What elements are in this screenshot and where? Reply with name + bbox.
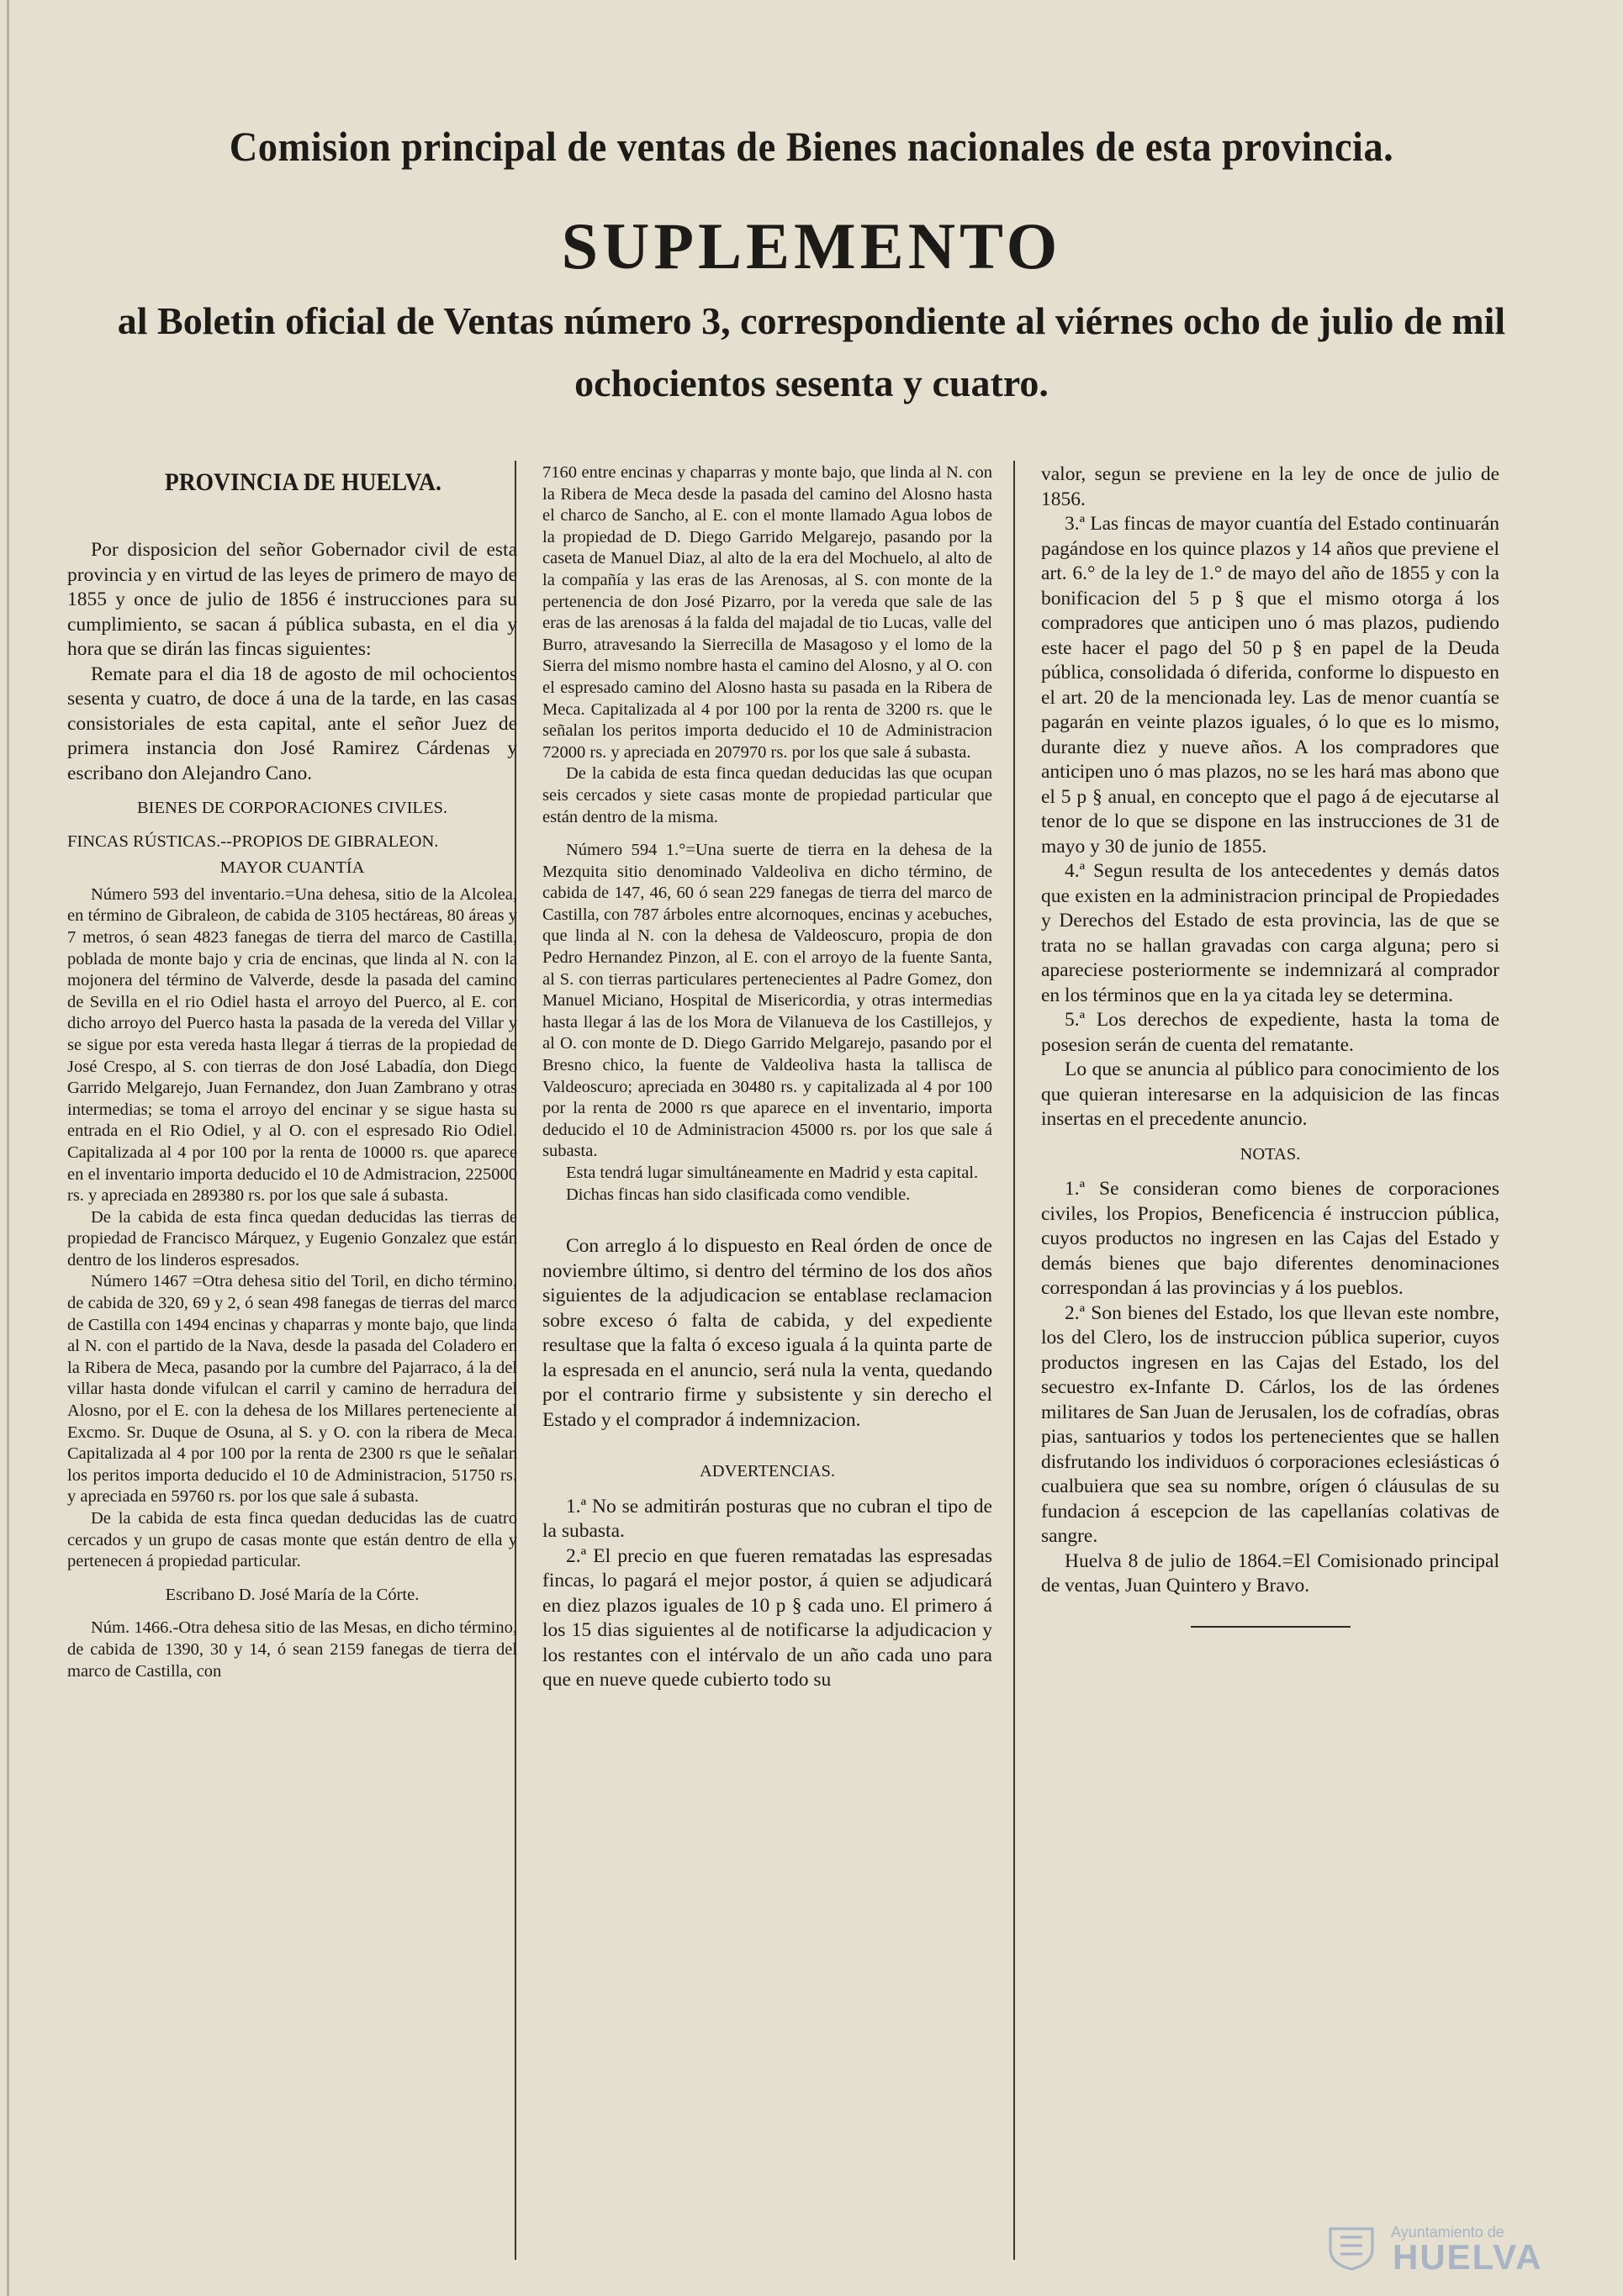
advertencia-item: valor, segun se previene en la ley de once de julio de 1856. [1041,463,1499,510]
header-title: Comision principal de ventas de Bienes nacionales de esta provincia. [229,123,1394,170]
real-orden-paragraph: Con arreglo á lo dispuesto en Real órden de once de noviembre último, si dentro del término de los dos años siguientes de la adjudicacion se entablase reclamacion sobre exceso ó falta de cabida, y del expediente resultase que la falta ó exceso iguala á la quinta parte de la espresada en el anuncio, será nula la venta, quedando por el contrario firme y subsistente y sin derecho el Estado y el comprador á indemnizacion. [542,1235,992,1431]
finca-paragraph: De la cabida de esta finca quedan deducidas las tierras de propiedad de Francisco Márquez, y Eugenio Gonzalez que están dentro de los linderos espresados. [67,1207,517,1269]
column-3 [1041,462,1499,1628]
watermark-city-text: HUELVA [1393,2237,1543,2277]
finca-paragraph: 7160 entre encinas y chaparras y monte bajo, que linda al N. con la Ribera de Meca desde la pasada del camino del Alosno hasta el charco de Sancho, al E. con el monte llamado Agua lobos de la propiedad de D. Diego Garrido Melgarejo, pasando por la caseta de Manuel Diaz, al alto de la era del Mochuelo, al alto de la compañía y las eras de las Arenosas, al S. con monte de la pertenencia de don José Pizarro, por la vereda que sale de las eras de las arenosas á la falda del majadal de tio Lucas, valle del Burro, atravesando la Sierrecilla de Masagoso y el lomo de la Sierra del mismo nombre hasta el camino del Alosno, y al O. con el espresado camino del Alosno hasta su pasada en la Ribera de Meca. Capitalizada al 4 por 100 por la renta de 3200 rs. que le señalan los peritos importa deducido el 10 de Administracion 72000 rs. y apreciada en 207970 rs. por los que sale á subasta. [542,463,992,762]
finca-paragraph: De la cabida de esta finca quedan deducidas las de cuatro cercados y un grupo de casas monte que están dentro de ella y pertenecen á propiedad particular. [67,1509,517,1571]
closing-rule [1191,1626,1351,1628]
advertencias-heading: ADVERTENCIAS. [699,1462,836,1481]
finca-paragraph: Dichas fincas han sido clasificada como vendible. [566,1185,911,1204]
notas-heading: NOTAS. [1240,1144,1301,1164]
advertencia-item: 3.ª Las fincas de mayor cuantía del Estado continuarán pagándose en los quince plazos y 14 años que previene el art. 6.° de la ley de 1.° de mayo del año de 1855 y con la bonificacion del 5 p § que el mismo otorga á los compradores que anticipen uno ó mas plazos, pudiendo este hacer el pago del 50 p § en papel de la Deuda pública, consolidada ó diferida, conforme lo dispuesto en el art. 20 de la mencionada ley. Las de menor cuantía se pagarán en veinte plazos iguales, ó lo que es lo mismo, durante diez y nueve años. A los compradores que anticipen uno ó mas plazos, no se les hará mas abono que el 5 p § anual, en concepto que el pago á de ejecutarse al tenor de lo que se dispone en las instrucciones de 31 de mayo y 30 de junio de 1855. [1041,513,1499,858]
advertencia-item: 2.ª El precio en que fueren rematadas las espresadas fincas, lo pagará el mejor postor, á quien se adjudicará en diez plazos iguales de 10 p § cada uno. El primero á los 15 dias siguientes al de notificarse la adjudicacion y los restantes con el intérvalo de un año cada uno para que en nueve quede cubierto todo su [542,1544,992,1692]
nota-item: 1.ª Se consideran como bienes de corporaciones civiles, los Propios, Beneficencia é instruccion pública, cuyos productos no ingresen en las Cajas del Estado y demás bienes que bajo diferentes denominaciones correspondan á las provincias y á los pueblos. [1041,1178,1499,1300]
column-2 [542,462,992,1693]
coat-of-arms-icon [1322,2224,1381,2271]
section-heading: BIENES DE CORPORACIONES CIVILES. [136,799,448,817]
finca-paragraph: Número 1467 =Otra dehesa sitio del Toril, en dicho término, de cabida de 320, 69 y 2, ó sean 498 fanegas de tierras del marco de Castilla con 1494 encinas y chaparras y monte bajo, que linda al N. con el partido de la Nava, desde la pasada del Coladero en la Ribera de Meca, pasando por la cumbre del Pajarraco, á la del villar hasta donde vifulcan el carril y camino de herradura del Alosno, por el E. con la dehesa de los Millares perteneciente al Excmo. Sr. Duque de Osuna, al S. y O. con la ribera de Meca. Capitalizada al 4 por 100 por la renta de 2300 rs que le señalan los peritos importa deducido el 10 de Administracion, 51750 rs. y apreciada en 59760 rs. por los que sale á subasta. [67,1272,517,1507]
signature: Huelva 8 de julio de 1864.=El Comisionado principal de ventas, Juan Quintero y Bravo. [1041,1549,1499,1597]
advertencia-item: 1.ª No se admitirán posturas que no cubran el tipo de la subasta. [542,1495,992,1543]
finca-paragraph: Número 593 del inventario.=Una dehesa, sitio de la Alcolea, en término de Gibraleon, de cabida de 3105 hectáreas, 80 áreas y 7 metros, ó sean 4823 fanegas de tierra del marco de Castilla, poblada de monte bajo y cria de encinas, que linda al N. con la mojonera del término de Valverde, desde la pasada del camino de Sevilla en el rio Odiel hasta el arroyo del Puerco, al E. con dicho arroyo del Puerco hasta la pasada de la vereda del Villar y se sigue por esta vereda hasta llegar á tierras de la propiedad de José Crespo, al S. con tierras de don José Labadía, don Diego Garrido Melgarejo, Juan Fernandez, don Juan Zambrano y otras intermedias; se toma el arroyo del encinar y se sigue hasta su entrada en el Rio Odiel, y al O. con el espresado Rio Odiel. Capitalizada al 4 por 100 por la renta de 10000 rs. que aparece en el inventario importa deducido el 10 de Admistracion, 225000 rs. y apreciada en 289380 rs. por los que sale á subasta. [67,884,517,1206]
column-1 [67,462,517,1682]
section-heading: MAYOR CUANTÍA [219,858,365,878]
section-heading: FINCAS RÚSTICAS.--PROPIOS DE GIBRALEON. [67,831,439,851]
ayuntamiento-watermark [1312,2224,1598,2277]
finca-paragraph: De la cabida de esta finca quedan deducidas las que ocupan seis cercados y siete casas monte de propiedad particular que están dentro de la misma. [542,764,992,826]
nota-item: 2.ª Son bienes del Estado, los que llevan este nombre, los del Clero, los de instruccion pública superior, cuyos productos ingresen en las Cajas del Estado, los del secuestro ex-Infante D. Cárlos, los de las órdenes militares de San Juan de Jerusalen, los de cofradías, obras pias, santuarios y todos los pertenecientes que se hallen disfrutando los individuos ó corporaciones eclesiásticas ó cualbuiera que sea su nombre, orígen ó cláusulas de su fundacion á escepcion de las capellanías colativas de sangre. [1041,1301,1499,1548]
anuncio-paragraph: Lo que se anuncia al público para conocimiento de los que quieran interesarse en la adquisicion de las fincas insertas en el precedente anuncio. [1041,1058,1499,1130]
finca-paragraph: Núm. 1466.-Otra dehesa sitio de las Mesas, en dicho término, de cabida de 1390, 30 y 14, ó sean 2159 fanegas de tierra del marco de Castilla, con [67,1618,517,1681]
advertencia-item: 4.ª Segun resulta de los antecedentes y demás datos que existen en la administracion principal de Propiedades y Derechos del Estado de esta provincia, las de que se trata no se hallan gravadas con carga alguna; pero si apareciese posteriormente se indemnizará al comprador en los términos que en la ya citada ley se determina. [1041,860,1499,1006]
finca-paragraph: Número 594 1.°=Una suerte de tierra en la dehesa de la Mezquita sitio denominado Valdeoliva en dicho término, de cabida de 147, 46, 60 ó sean 229 fanegas de tierra del marco de Castilla, con 787 árboles entre alcornoques, encinas y acebuches, que linda al N. con la dehesa de Valdeoscuro, propia de don Pedro Hernandez Pinzon, al E. con el arroyo de la fuente Santa, al S. con tierras particulares pertenecientes al Padre Gomez, don Manuel Miciano, Hospital de Misericordia, y otras intermedias hasta llegar á las de los Mora de Vilanueva de los Castillejos, y al O. con monte de D. Diego Garrido Melgarejo, pasando por el Bresno chico, la fuente de Valdeoliva hasta la tallisca de Valdeoscuro; apreciada en 30480 rs. y capitalizada al 4 por 100 por la renta de 2000 rs que aparece en el inventario, importa deducido el 10 de Administracion 45000 rs. por los que sale á subasta. [542,841,992,1161]
supplement-heading: SUPLEMENTO [561,209,1062,282]
province-heading: PROVINCIA DE HUELVA. [164,468,441,496]
watermark-small-text: Ayuntamiento de [1391,2224,1504,2241]
advertencia-item: 5.ª Los derechos de expediente, hasta la toma de posesion serán de cuenta del rematante. [1041,1009,1499,1056]
subtitle: al Boletin oficial de Ventas número 3, correspondiente al viérnes ocho de julio de mil ochocientos sesenta y cuatro. [117,299,1506,404]
page-edge [7,0,9,2296]
escribano-line: Escribano D. José María de la Córte. [165,1585,420,1604]
intro-paragraph: Por disposicion del señor Gobernador civil de esta provincia y en virtud de las leyes de primero de mayo de 1855 y once de julio de 1856 é instrucciones para su cumplimiento, se sacan á pública subasta, en el dia y hora que se dirán las fincas siguientes: [67,539,517,660]
remate-paragraph: Remate para el dia 18 de agosto de mil ochocientos sesenta y cuatro, de doce á una de la tarde, en las casas consistoriales de esta capital, ante el señor Juez de primera instancia don José Ramirez Cárdenas y escribano don Alejandro Cano. [67,662,517,784]
column-divider [1013,461,1015,2260]
finca-paragraph: Esta tendrá lugar simultáneamente en Madrid y esta capital. [566,1164,979,1182]
